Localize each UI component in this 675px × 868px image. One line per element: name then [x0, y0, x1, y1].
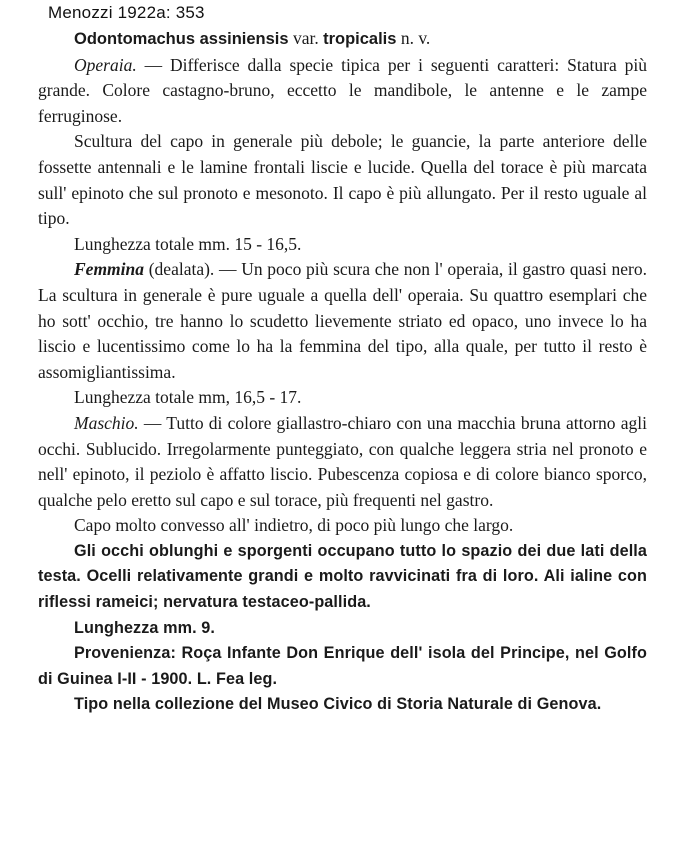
paragraph-provenienza: Provenienza: Roça Infante Don Enrique dell' isola del Principe, nel Golfo di Guinea I-II - 1900. L. Fea leg. — [38, 644, 647, 688]
maschio-description: — Tutto di colore giallastro-chiaro con una macchia bruna attorno agli occhi. Sublucido. Irregolarmente punteggiato, con qualche leggera stria nel pronoto e nell' epinoto, il peziolo è affatto liscio. Pubescenza copiosa e di colore bianco sporco, qualche pelo eretto sul capo e sul torace, più frequenti nel gastro. — [38, 412, 647, 510]
citation-header: Menozzi 1922a: 353 — [48, 3, 205, 22]
femmina-description: (dealata). — Un poco più scura che non l' operaia, il gastro quasi nero. La scultura in generale è pure uguale a quella dell' operaia. Su quattro esemplari che ho sott' occhio, tre hanno lo scudetto lievemente striato ed opaco, uno invece lo ha liscio e lucentissimo come lo ha la femmina del tipo, alla quale, per tutto il resto è assomigliantissima. — [38, 259, 647, 382]
taxon-title — [38, 26, 647, 53]
paragraph-capo: Capo molto convesso all' indietro, di poco più lungo che largo. — [74, 515, 514, 536]
paragraph-scultura: Scultura del capo in generale più debole; le guancie, la parte anteriore delle fossette antennali e le lamine frontali liscie e lucide. Quella del torace è più marcata sull' epinoto che sul pronoto e mesonoto. Il capo è più allungato. Per il resto uguale al tipo. — [38, 131, 647, 229]
heading-maschio: Maschio. — [74, 412, 139, 433]
paragraph-tipo: Tipo nella collezione del Museo Civico di Storia Naturale di Genova. — [74, 695, 602, 714]
heading-femmina: Femmina — [74, 259, 145, 280]
taxon-species: Odontomachus assiniensis — [74, 30, 289, 48]
paragraph-femmina-length: Lunghezza totale mm, 16,5 - 17. — [74, 387, 302, 408]
body-text — [38, 26, 647, 718]
paragraph-femmina — [38, 257, 647, 385]
taxon-rank: var. — [292, 28, 319, 48]
paragraph-maschio-length: Lunghezza mm. 9. — [74, 618, 216, 637]
paragraph-occhi: Gli occhi oblunghi e sporgenti occupano tutto lo spazio dei due lati della testa. Ocelli relativamente grandi e molto ravvicinati fra di loro. Ali ialine con riflessi rameici; nervatura testaceo-pallida. — [38, 541, 647, 612]
taxon-variety: tropicalis — [323, 30, 397, 48]
taxon-status: n. v. — [400, 28, 431, 48]
operaia-description: — Differisce dalla specie tipica per i seguenti caratteri: Statura più grande. Colore castagno-bruno, eccetto le mandibole, le antenne e le zampe ferruginose. — [38, 54, 647, 126]
paragraph-operaia — [38, 53, 647, 130]
paragraph-operaia-length: Lunghezza totale mm. 15 - 16,5. — [74, 233, 302, 254]
paragraph-maschio — [38, 411, 647, 513]
heading-operaia: Operaia. — [74, 54, 137, 75]
